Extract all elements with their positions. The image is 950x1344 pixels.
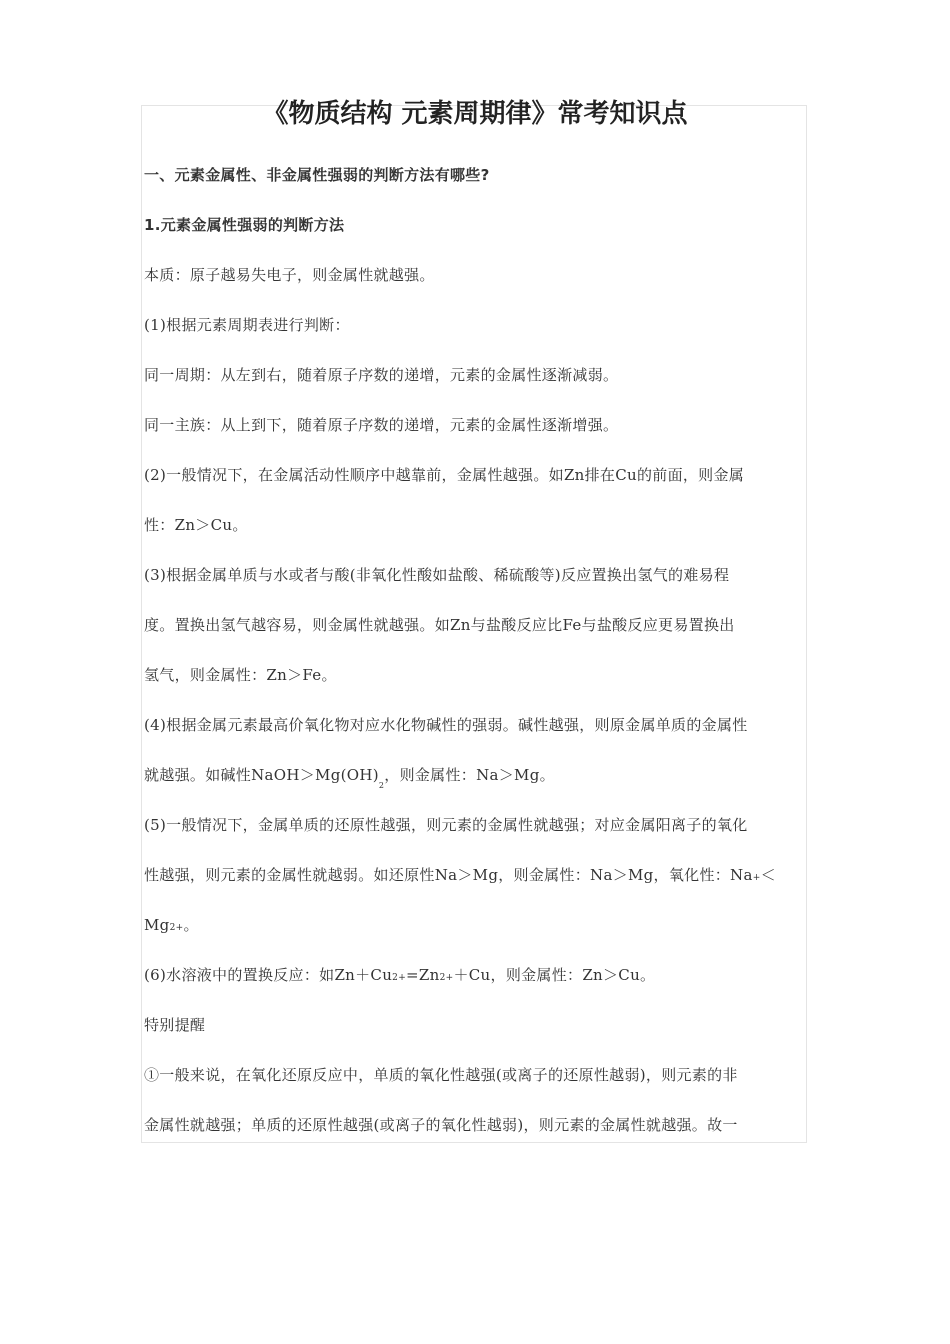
paragraph-item-4-line-1: (4)根据金属元素最高价氧化物对应水化物碱性的强弱。碱性越强，则原金属单质的金属性: [144, 716, 748, 734]
paragraph-item-5-line-3: [144, 900, 812, 950]
text-run: ＜: [760, 866, 776, 884]
paragraph-item-2-line-2: 性：Zn＞Cu。: [144, 516, 248, 534]
superscript: 2+: [392, 973, 407, 983]
paragraph-item-3-line-2: 度。置换出氢气越容易，则金属性就越强。如Zn与盐酸反应比Fe与盐酸反应更易置换出: [144, 616, 735, 634]
paragraph-item-6: [144, 950, 812, 1000]
text-run: 。: [183, 916, 199, 934]
paragraph-item-3-line-3: 氢气，则金属性：Zn＞Fe。: [144, 666, 337, 684]
paragraph-note-1-line-1: ①一般来说，在氧化还原反应中，单质的氧化性越强(或离子的还原性越弱)，则元素的非: [144, 1066, 738, 1084]
paragraph-item-3-line-1: (3)根据金属单质与水或者与酸(非氧化性酸如盐酸、稀硫酸等)反应置换出氢气的难易程: [144, 566, 730, 584]
superscript: +: [752, 873, 761, 883]
paragraph-period: 同一周期：从左到右，随着原子序数的递增，元素的金属性逐渐减弱。: [144, 366, 619, 384]
paragraph-item-5-line-1: (5)一般情况下，金属单质的还原性越强，则元素的金属性就越强；对应金属阳离子的氧化: [144, 816, 748, 834]
paragraph-group: 同一主族：从上到下，随着原子序数的递增，元素的金属性逐渐增强。: [144, 416, 619, 434]
paragraph-essence: 本质：原子越易失电子，则金属性就越强。: [144, 266, 435, 284]
subscript: 2: [378, 781, 385, 790]
text-run: =Zn: [406, 966, 440, 984]
superscript: 2+: [439, 973, 454, 983]
text-run: ＋Cu，则金属性：Zn＞Cu。: [453, 966, 656, 984]
document-title: 《物质结构 元素周期律》常考知识点: [262, 99, 688, 129]
paragraph-item-5-line-2: [144, 850, 812, 900]
text-run: Mg: [144, 916, 170, 934]
paragraph-item-2-line-1: (2)一般情况下，在金属活动性顺序中越靠前，金属性越强。如Zn排在Cu的前面，则金属: [144, 466, 745, 484]
text-run: ，则金属性：Na＞Mg。: [384, 766, 555, 784]
text-run: 就越强。如碱性NaOH＞Mg(OH): [144, 766, 379, 784]
paragraph-note-1-line-2: 金属性就越强；单质的还原性越强(或离子的氧化性越弱)，则元素的金属性就越强。故一: [144, 1116, 738, 1134]
text-run: (6)水溶液中的置换反应：如Zn＋Cu: [144, 966, 393, 984]
paragraph-item-4-line-2: [144, 750, 812, 800]
section-heading: 一、元素金属性、非金属性强弱的判断方法有哪些?: [144, 166, 490, 184]
superscript: 2+: [169, 923, 184, 933]
paragraph-item-1: (1)根据元素周期表进行判断：: [144, 316, 350, 334]
text-run: 性越强，则元素的金属性就越弱。如还原性Na＞Mg，则金属性：Na＞Mg，氧化性：Na: [144, 866, 753, 884]
subsection-heading: 1.元素金属性强弱的判断方法: [144, 216, 345, 234]
document-body: [144, 150, 812, 1150]
reminder-label: 特别提醒: [144, 1016, 206, 1034]
